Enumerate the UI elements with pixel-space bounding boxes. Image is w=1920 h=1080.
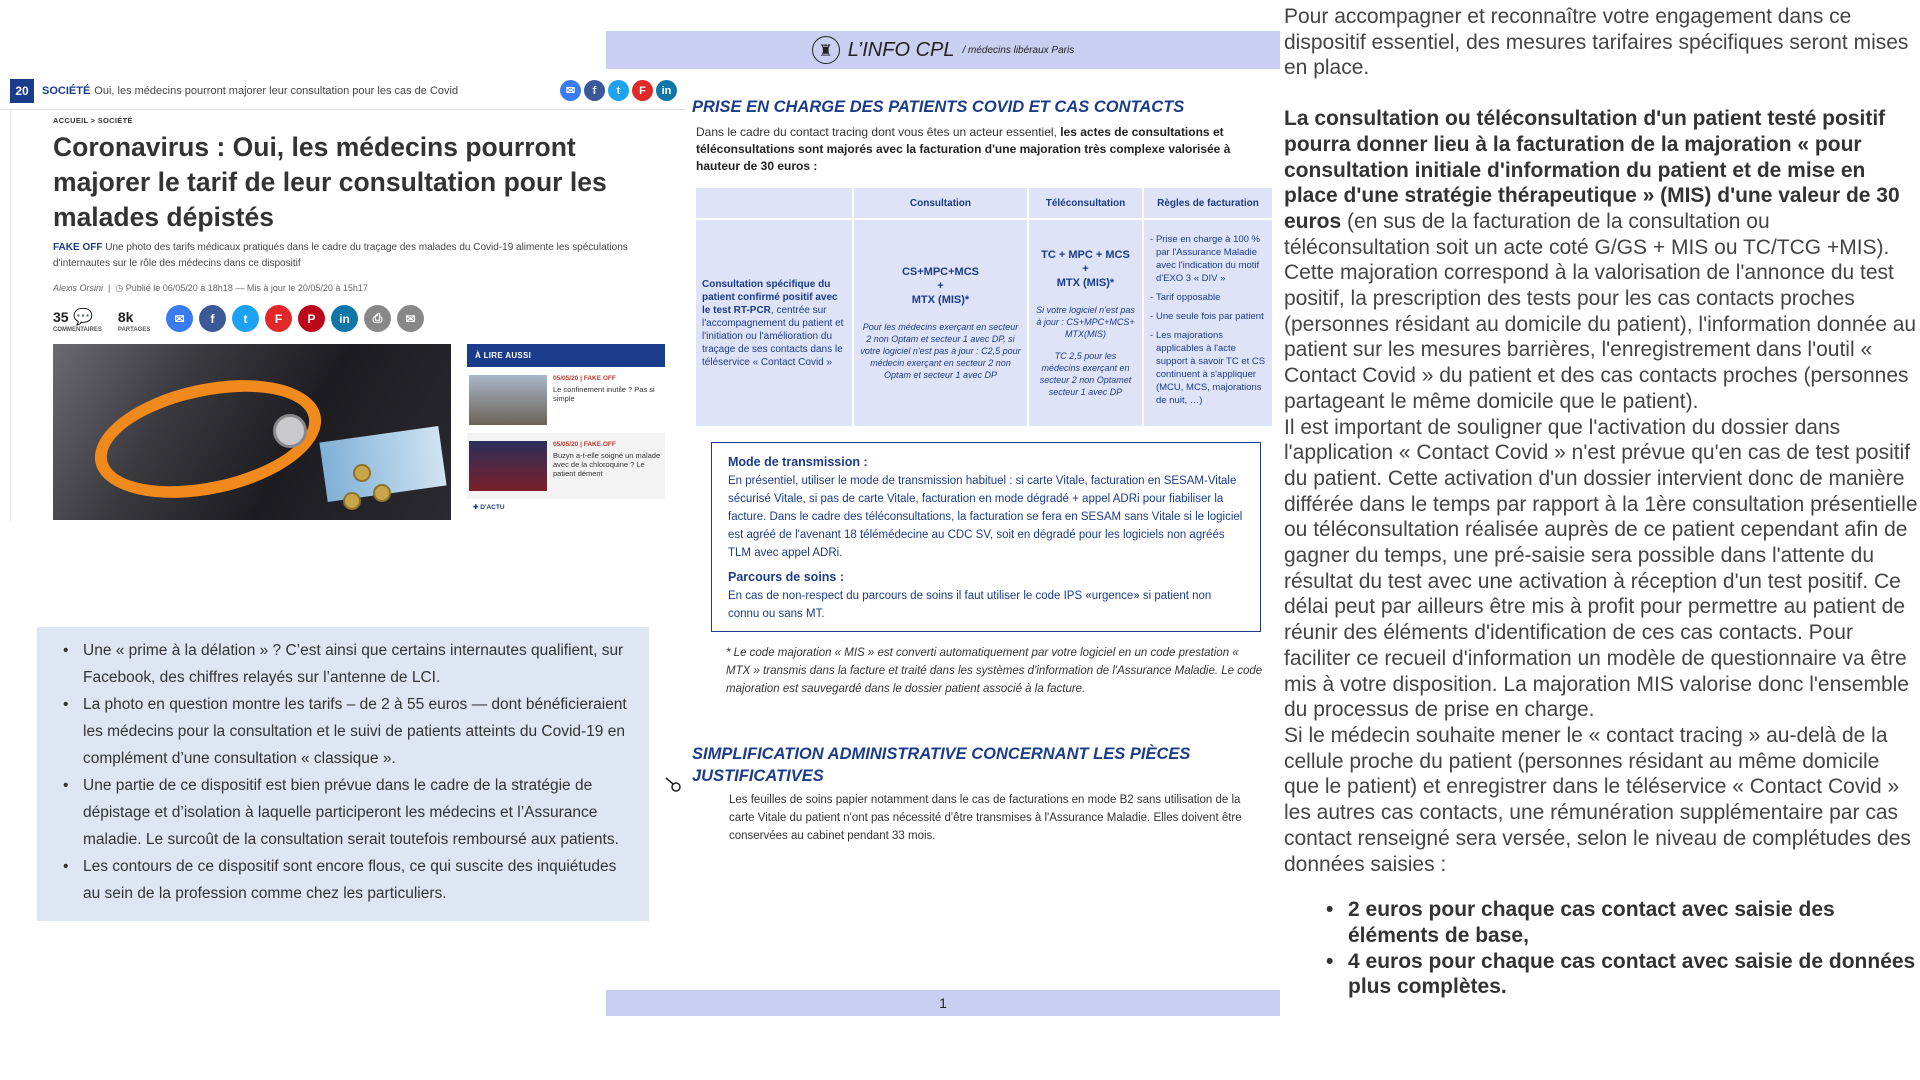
right-paragraph [1284,106,1920,260]
flipboard-icon[interactable]: F [265,305,292,332]
right-text: (en sus de la facturation de la consultation ou téléconsultation soit un acte coté G/GS + MIS ou TC/TCG +MIS). [1284,209,1890,259]
comments-stat[interactable] [53,307,102,333]
footnote: * Le code majoration « MIS » est converti automatiquement par votre logiciel en un code prestation « MTX » transmis dans la facture et traité dans les systèmes d'information de l'Assurance Maladie. Le code majoration est sauvegardé dans le dossier patient associé à la facture. [726,647,1263,695]
read-also [467,344,665,515]
topbar-title: Oui, les médecins pourront majorer leur consultation pour les cas de Covid [94,84,459,97]
article-headline: Coronavirus : Oui, les médecins pourront majorer le tarif de leur consultation pour les malades dépistés [53,132,607,232]
tele-code: TC + MPC + MCS + MTX (MIS)* [1041,249,1130,289]
pinterest-icon[interactable]: P [298,305,325,332]
summary-bullet: • Une « prime à la délation » ? C’est ainsi que certains internautes qualifient, sur Facebook, des chiffres relayés sur l’antenne de LCI. [63,637,631,691]
transmission-heading: Mode de transmission : [728,455,868,469]
read-also-header: À LIRE AUSSI [467,344,665,367]
article-stats [53,307,150,333]
spacer [1284,81,1920,106]
coin [373,484,391,502]
linkedin-icon[interactable]: in [656,80,677,101]
messenger-icon[interactable]: ✉ [560,80,581,101]
left-rail [0,110,11,522]
table-header-row [696,188,1272,218]
print-icon[interactable]: ⎙ [364,305,391,332]
topbar-share [560,80,677,101]
table-header: Règles de facturation [1144,188,1272,218]
rule-item: - Les majorations applicables à l'acte support à savoir TC et CS continuent à s'appliquer (MCU, MCS, majorations de nuit, …) [1150,329,1266,407]
linkedin-icon[interactable]: in [331,305,358,332]
section2-title: SIMPLIFICATION ADMINISTRATIVE CONCERNANT LES PIÈCES JUSTIFICATIVES [692,745,1191,785]
rule-item: - Tarif opposable [1150,291,1266,304]
row-label [696,220,852,426]
tele-note: Si votre logiciel n'est pas à jour : CS+MPC+MCS+ MTX(MIS) [1036,305,1135,339]
consultation-cell [854,220,1027,426]
coin [353,464,371,482]
row-label-bold: Consultation spécifique du patient confirmé positif avec le test RT-PCR [702,278,838,316]
care-path-text: En cas de non-respect du parcours de soins il faut utiliser le code IPS «urgence» si patient non connu ou sans MT. [728,590,1212,620]
twitter-icon[interactable]: t [608,80,629,101]
right-document [1284,4,1920,1000]
right-bold: La consultation ou téléconsultation d'un patient testé positif pourra donner lieu à la facturation de la majoration « pour consultation initiale d'information du patient et de mise en place d'une stratégie thérapeutique » (MIS) d'une valeur de 30 euros [1284,107,1900,233]
right-list [1284,897,1920,1000]
article-screenshot [0,72,685,522]
section-intro [696,124,1271,175]
coin [343,492,361,510]
read-also-text: Buzyn a-t-elle soigné un malade avec de la chloroquine ? Le patient dément [553,451,661,478]
summary-bullet: • Les contours de ce dispositif sont encore flous, ce qui suscite des inquiétudes au sein de la profession comme chez les particuliers. [63,853,631,907]
section2-text: Les feuilles de soins papier notamment dans le cas de facturations en mode B2 sans utilisation de la carte Vitale du patient n'ont pas nécessité d'être transmises à l'Assurance Maladie. Elles doivent être conservées au cabinet pendant 33 mois. [729,794,1242,842]
rules-cell [1144,220,1272,426]
summary-bullet: • La photo en question montre les tarifs – de 2 à 55 euros — dont bénéficieraient les médecins pour la consultation et le suivi de patients atteints du Covid-19 en complément d’une consultation « classique ». [63,691,631,772]
rules-list [1150,233,1266,407]
clock-icon: ◷ [115,283,124,293]
comment-icon: 💬 [73,309,93,326]
shares-count: 8k [117,309,134,325]
consultation-code: CS+MPC+MCS + MTX (MIS)* [901,266,979,306]
lead-tag[interactable]: FAKE OFF [53,242,103,253]
thumbnail [469,375,547,425]
read-also-item[interactable] [467,367,665,433]
summary-bullet: • Une partie de ce dispositif est bien prévue dans le cadre de la stratégie de dépistage et d’isolation à laquelle participeront les médecins et l’Assurance maladie. Le surcoût de la consultation serait toutefois remboursé aux patients. [63,772,631,853]
billing-table [694,186,1274,428]
right-paragraph: Pour accompagner et reconnaître votre engagement dans ce dispositif essentiel, des mesures tarifaires spécifiques seront mises en place. [1284,5,1909,80]
site-logo[interactable]: 20 [10,79,34,103]
row-label-rest: , centrée sur l'accompagnement du patient et l'initiation ou l'amélioration du traçage de ses contacts dans le téléservice « Contact Covid » [702,304,844,368]
read-also-meta: 05/05/20 | FAKE OFF [553,375,616,382]
facebook-icon[interactable]: f [584,80,605,101]
intro-bold: les actes de consultations et téléconsultations sont majorés avec la facturation d'une majoration très complexe valorisée à hauteur de 30 euros : [696,125,1231,173]
share-bar [166,305,424,332]
shares-label: PARTAGES [117,327,151,333]
comments-count: 35 [53,309,69,325]
article-lead [53,240,668,272]
publish-date: Publié le 06/05/20 à 18h18 — Mis à jour le 20/05/20 à 15h17 [125,283,368,293]
tele-note: TC 2,5 pour les médecins exerçant en secteur 2 non Optamet secteur 1 avec DP [1039,351,1132,397]
eiffel-tower-icon: ♜ [812,36,840,64]
article-photo [53,344,451,520]
consultation-note: Pour les médecins exerçant en secteur 2 non Optam et secteur 1 avec DP, si votre logiciel n'est pas à jour : C2,5 pour médecin exerçant en secteur 2 non Optam et secteur 1 avec DP [860,322,1021,380]
stethoscope-chestpiece [273,414,307,448]
article-topbar [0,72,685,110]
right-bullet: • 2 euros pour chaque cas contact avec saisie des éléments de base, [1348,897,1920,948]
intro-text: Dans le cadre du contact tracing dont vous êtes un acteur essentiel, [696,125,1061,139]
summary-box [37,627,649,921]
shares-stat [118,309,150,333]
care-path-heading: Parcours de soins : [728,570,845,584]
right-bullet: • 4 euros pour chaque cas contact avec saisie de données plus complètes. [1348,949,1920,1000]
read-also-text: Le confinement inutile ? Pas si simple [553,385,655,403]
comments-label: COMMENTAIRES [53,327,102,333]
table-corner [696,188,852,218]
thumbnail [469,441,547,491]
byline: Alexis Orsini | ◷ Publié le 06/05/20 à 18h18 — Mis à jour le 20/05/20 à 15h17 [53,283,368,293]
facebook-icon[interactable]: f [199,305,226,332]
more-news-link[interactable]: ✚ D'ACTU [473,504,505,511]
right-paragraph: Il est important de souligner que l'activation du dossier dans l'application « Contact Covid » n'est prévue qu'en cas de test positif du patient. Cette activation d'un dossier intervient donc de manière différée dans le temps par rapport à la 1ère consultation présentielle ou téléconsultation réalisée auprès de ce patient cependant afin de gagner du temps, une pré-saisie sera possible dans l'attente du résultat du test avec une activation à réception d'un test positif. Ce délai peut par ailleurs être mis à profit pour permettre au patient de réunir des éléments d'identification de ces cas contacts. Pour faciliter ce recueil d'information un modèle de questionnaire va être mis à votre disposition. La majoration MIS valorise donc l'ensemble du processus de prise en charge. [1284,415,1918,722]
messenger-icon[interactable]: ✉ [166,305,193,332]
summary-list [63,637,631,907]
table-header: Téléconsultation [1029,188,1142,218]
table-header: Consultation [854,188,1027,218]
lead-text: Une photo des tarifs médicaux pratiqués dans le cadre du traçage des malades du Covid-19 alimente les spéculations d'internautes sur le rôle des médecins dans ce dispositif [53,242,628,269]
read-also-item[interactable] [467,433,665,499]
transmission-text: En présentiel, utiliser le mode de transmission habituel : si carte Vitale, facturation en SESAM-Vitale sécurisé Vitale, si pas de carte Vitale, facturation en mode dégradé + appel ADRi pour fiabiliser la facture. Dans le cadre des téléconsultations, la facturation se fera en SESAM sans Vitale si le logiciel est agréé de l'avenant 18 télémédecine au CDC SV, soit en dégradé pour les logiciels non agréés TLM avec appel ADRi. [728,475,1243,559]
breadcrumb[interactable]: ACCUEIL > SOCIÉTÉ [53,116,133,125]
author[interactable]: Alexis Orsini [53,283,104,293]
rule-item: - Une seule fois par patient [1150,310,1266,323]
cpl-subtitle: / médecins libéraux Paris [962,44,1075,56]
cpl-header [606,31,1280,69]
email-icon[interactable]: ✉ [397,305,424,332]
cpl-title: L’INFO CPL [847,38,955,61]
rule-item: - Prise en charge à 100 % par l'Assurance Maladie avec l'indication du motif d'EXO 3 « DIV » [1150,233,1266,285]
right-paragraph: Cette majoration correspond à la valorisation de l'annonce du test positif, la prescription des tests pour les cas contacts proches (personnes résidant au domicile du patient), l'information donnée au patient sur les mesures barrières, l'enregistrement dans l'outil « Contact Covid » du patient et des cas contacts proches (personnes partageant le même domicile que le patient). [1284,261,1917,413]
section-title: PRISE EN CHARGE DES PATIENTS COVID ET CAS CONTACTS [692,98,1185,116]
teleconsultation-cell [1029,220,1142,426]
topbar-section[interactable]: SOCIÉTÉ [42,84,91,97]
transmission-box [711,442,1261,632]
cursor-icon [664,776,684,796]
read-also-meta: 05/05/20 | FAKE OFF [553,441,616,448]
table-row [696,220,1272,426]
twitter-icon[interactable]: t [232,305,259,332]
flipboard-icon[interactable]: F [632,80,653,101]
right-paragraph: Si le médecin souhaite mener le « contact tracing » au-delà de la cellule proche du patient (personnes résidant au même domicile que le patient) et enregistrer dans le téléservice « Contact Covid » les autres cas contacts, une rémunération supplémentaire par cas contact renseigné sera versée, selon le niveau de complétudes des données saisies : [1284,723,1911,876]
page-number: 1 [606,990,1280,1016]
